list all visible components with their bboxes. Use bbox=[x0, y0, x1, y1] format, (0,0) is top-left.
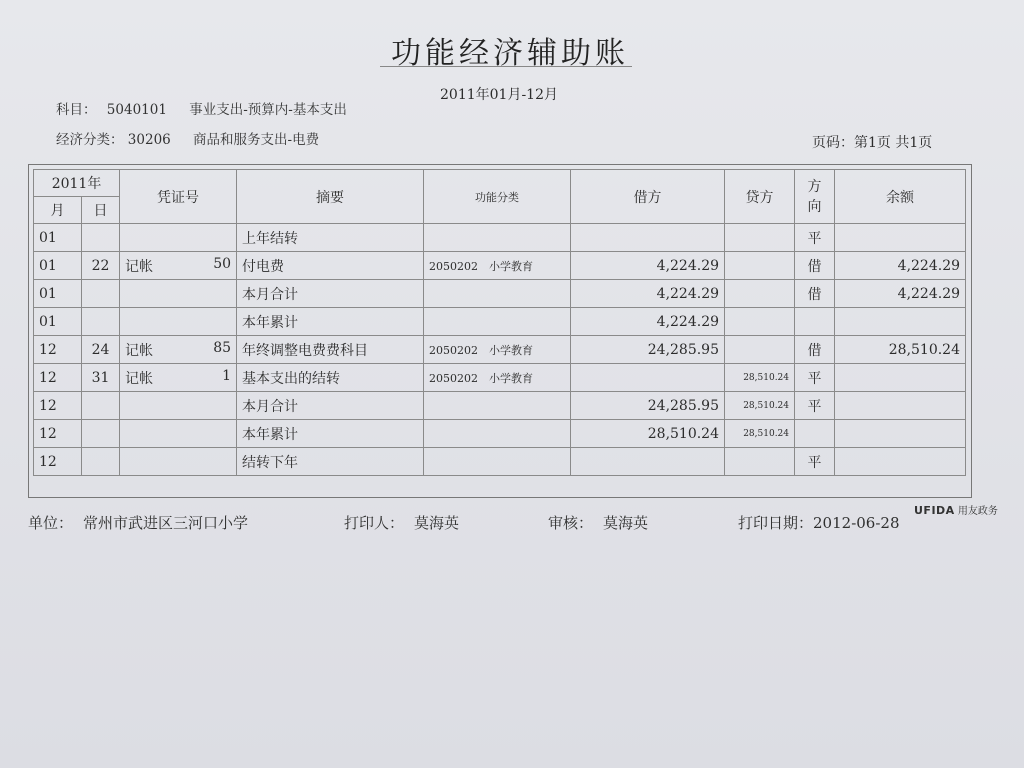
reviewer-label: 审核： bbox=[548, 514, 594, 532]
econ-class-label: 经济分类： bbox=[56, 132, 124, 148]
cell-voucher bbox=[120, 308, 237, 336]
table-row bbox=[34, 336, 966, 364]
title-underline bbox=[380, 66, 632, 67]
reviewer-name: 莫海英 bbox=[603, 514, 649, 532]
period: 2011年01月-12月 bbox=[440, 87, 558, 103]
header-func-class: 功能分类 bbox=[424, 170, 571, 224]
header-credit: 贷方 bbox=[725, 170, 795, 224]
header-summary: 摘要 bbox=[237, 170, 424, 224]
footer-print-date bbox=[738, 512, 900, 533]
cell-voucher bbox=[120, 224, 237, 252]
footer-reviewer bbox=[548, 512, 648, 533]
cell-debit bbox=[571, 448, 725, 476]
header-balance: 余额 bbox=[835, 170, 966, 224]
cell-credit: 28,510.24 bbox=[725, 420, 795, 448]
cell-voucher bbox=[120, 252, 237, 280]
cell-func-class bbox=[424, 280, 571, 308]
footer-unit bbox=[28, 512, 248, 533]
cell-month: 12 bbox=[34, 448, 82, 476]
cell-summary: 基本支出的结转 bbox=[237, 364, 424, 392]
cell-day: 31 bbox=[82, 364, 120, 392]
brand-logo-text: UFIDA bbox=[914, 504, 955, 517]
cell-func-class bbox=[424, 420, 571, 448]
cell-direction: 平 bbox=[795, 448, 835, 476]
cell-func-class: 2050202 小学教育 bbox=[424, 336, 571, 364]
header-direction: 方向 bbox=[795, 170, 835, 224]
table-row bbox=[34, 448, 966, 476]
cell-credit bbox=[725, 336, 795, 364]
cell-balance: 4,224.29 bbox=[835, 280, 966, 308]
cell-month: 12 bbox=[34, 392, 82, 420]
cell-credit: 28,510.24 bbox=[725, 392, 795, 420]
cell-direction: 平 bbox=[795, 392, 835, 420]
voucher-number: 85 bbox=[213, 339, 232, 356]
header-row-1 bbox=[34, 170, 966, 197]
cell-credit bbox=[725, 448, 795, 476]
subject-line bbox=[56, 98, 347, 118]
cell-summary: 年终调整电费费科目 bbox=[237, 336, 424, 364]
cell-direction bbox=[795, 420, 835, 448]
cell-day bbox=[82, 448, 120, 476]
cell-month: 01 bbox=[34, 252, 82, 280]
cell-func-class bbox=[424, 392, 571, 420]
cell-day: 22 bbox=[82, 252, 120, 280]
cell-direction: 借 bbox=[795, 280, 835, 308]
voucher-type: 记帐 bbox=[125, 342, 154, 359]
table-row bbox=[34, 364, 966, 392]
cell-day bbox=[82, 280, 120, 308]
cell-debit: 24,285.95 bbox=[571, 336, 725, 364]
cell-debit: 24,285.95 bbox=[571, 392, 725, 420]
header-debit: 借方 bbox=[571, 170, 725, 224]
cell-credit bbox=[725, 308, 795, 336]
cell-func-class bbox=[424, 448, 571, 476]
cell-func-class bbox=[424, 224, 571, 252]
cell-balance: 28,510.24 bbox=[835, 336, 966, 364]
cell-voucher bbox=[120, 448, 237, 476]
table-row bbox=[34, 224, 966, 252]
cell-debit: 4,224.29 bbox=[571, 280, 725, 308]
cell-direction: 平 bbox=[795, 224, 835, 252]
footer-printer bbox=[344, 512, 459, 533]
voucher-number: 50 bbox=[213, 255, 232, 272]
cell-balance bbox=[835, 392, 966, 420]
econ-class-line bbox=[56, 128, 319, 148]
cell-summary: 本年累计 bbox=[237, 308, 424, 336]
cell-voucher bbox=[120, 420, 237, 448]
econ-class-code: 30206 bbox=[127, 132, 171, 148]
cell-month: 12 bbox=[34, 364, 82, 392]
cell-func-class bbox=[424, 308, 571, 336]
cell-voucher bbox=[120, 280, 237, 308]
unit-label: 单位： bbox=[28, 514, 74, 532]
cell-balance bbox=[835, 420, 966, 448]
ledger-table bbox=[33, 169, 966, 476]
table-row bbox=[34, 392, 966, 420]
table-row bbox=[34, 280, 966, 308]
table-row bbox=[34, 420, 966, 448]
header-day: 日 bbox=[82, 197, 120, 224]
cell-month: 12 bbox=[34, 420, 82, 448]
cell-debit: 4,224.29 bbox=[571, 252, 725, 280]
cell-balance bbox=[835, 224, 966, 252]
print-date: 2012-06-28 bbox=[813, 514, 900, 532]
cell-debit bbox=[571, 364, 725, 392]
brand-text: 用友政务 bbox=[957, 506, 998, 517]
cell-direction: 借 bbox=[795, 336, 835, 364]
cell-direction: 借 bbox=[795, 252, 835, 280]
cell-day: 24 bbox=[82, 336, 120, 364]
document-title: 功能经济辅助账 bbox=[391, 36, 629, 71]
cell-func-class: 2050202 小学教育 bbox=[424, 252, 571, 280]
voucher-type: 记帐 bbox=[125, 370, 154, 387]
table-row bbox=[34, 308, 966, 336]
econ-class-name: 商品和服务支出-电费 bbox=[193, 132, 320, 148]
cell-func-class: 2050202 小学教育 bbox=[424, 364, 571, 392]
cell-summary: 本年累计 bbox=[237, 420, 424, 448]
page-number: 页码：第1页 共1页 bbox=[812, 135, 933, 151]
cell-summary: 本月合计 bbox=[237, 392, 424, 420]
cell-credit: 28,510.24 bbox=[725, 364, 795, 392]
cell-day bbox=[82, 392, 120, 420]
cell-summary: 上年结转 bbox=[237, 224, 424, 252]
cell-month: 01 bbox=[34, 280, 82, 308]
cell-summary: 结转下年 bbox=[237, 448, 424, 476]
print-date-label: 打印日期： bbox=[738, 514, 814, 532]
cell-summary: 本月合计 bbox=[237, 280, 424, 308]
unit-name: 常州市武进区三河口小学 bbox=[83, 514, 249, 532]
cell-credit bbox=[725, 252, 795, 280]
cell-direction bbox=[795, 308, 835, 336]
cell-month: 01 bbox=[34, 224, 82, 252]
table-row bbox=[34, 252, 966, 280]
header-year: 2011年 bbox=[34, 170, 120, 197]
cell-credit bbox=[725, 224, 795, 252]
cell-credit bbox=[725, 280, 795, 308]
voucher-type: 记帐 bbox=[125, 258, 154, 275]
cell-voucher bbox=[120, 392, 237, 420]
printer-label: 打印人： bbox=[344, 514, 405, 532]
subject-label: 科目： bbox=[56, 102, 97, 118]
cell-balance bbox=[835, 364, 966, 392]
header-voucher: 凭证号 bbox=[120, 170, 237, 224]
cell-direction: 平 bbox=[795, 364, 835, 392]
cell-balance: 4,224.29 bbox=[835, 252, 966, 280]
cell-debit: 4,224.29 bbox=[571, 308, 725, 336]
cell-voucher bbox=[120, 364, 237, 392]
cell-month: 01 bbox=[34, 308, 82, 336]
cell-day bbox=[82, 308, 120, 336]
subject-code: 5040101 bbox=[106, 102, 167, 118]
ufida-logo bbox=[914, 502, 998, 517]
voucher-number: 1 bbox=[222, 367, 232, 384]
cell-day bbox=[82, 420, 120, 448]
cell-month: 12 bbox=[34, 336, 82, 364]
cell-voucher bbox=[120, 336, 237, 364]
cell-debit bbox=[571, 224, 725, 252]
header-month: 月 bbox=[34, 197, 82, 224]
cell-balance bbox=[835, 448, 966, 476]
printer-name: 莫海英 bbox=[414, 514, 460, 532]
cell-day bbox=[82, 224, 120, 252]
cell-debit: 28,510.24 bbox=[571, 420, 725, 448]
cell-summary: 付电费 bbox=[237, 252, 424, 280]
cell-balance bbox=[835, 308, 966, 336]
subject-name: 事业支出-预算内-基本支出 bbox=[189, 102, 347, 118]
